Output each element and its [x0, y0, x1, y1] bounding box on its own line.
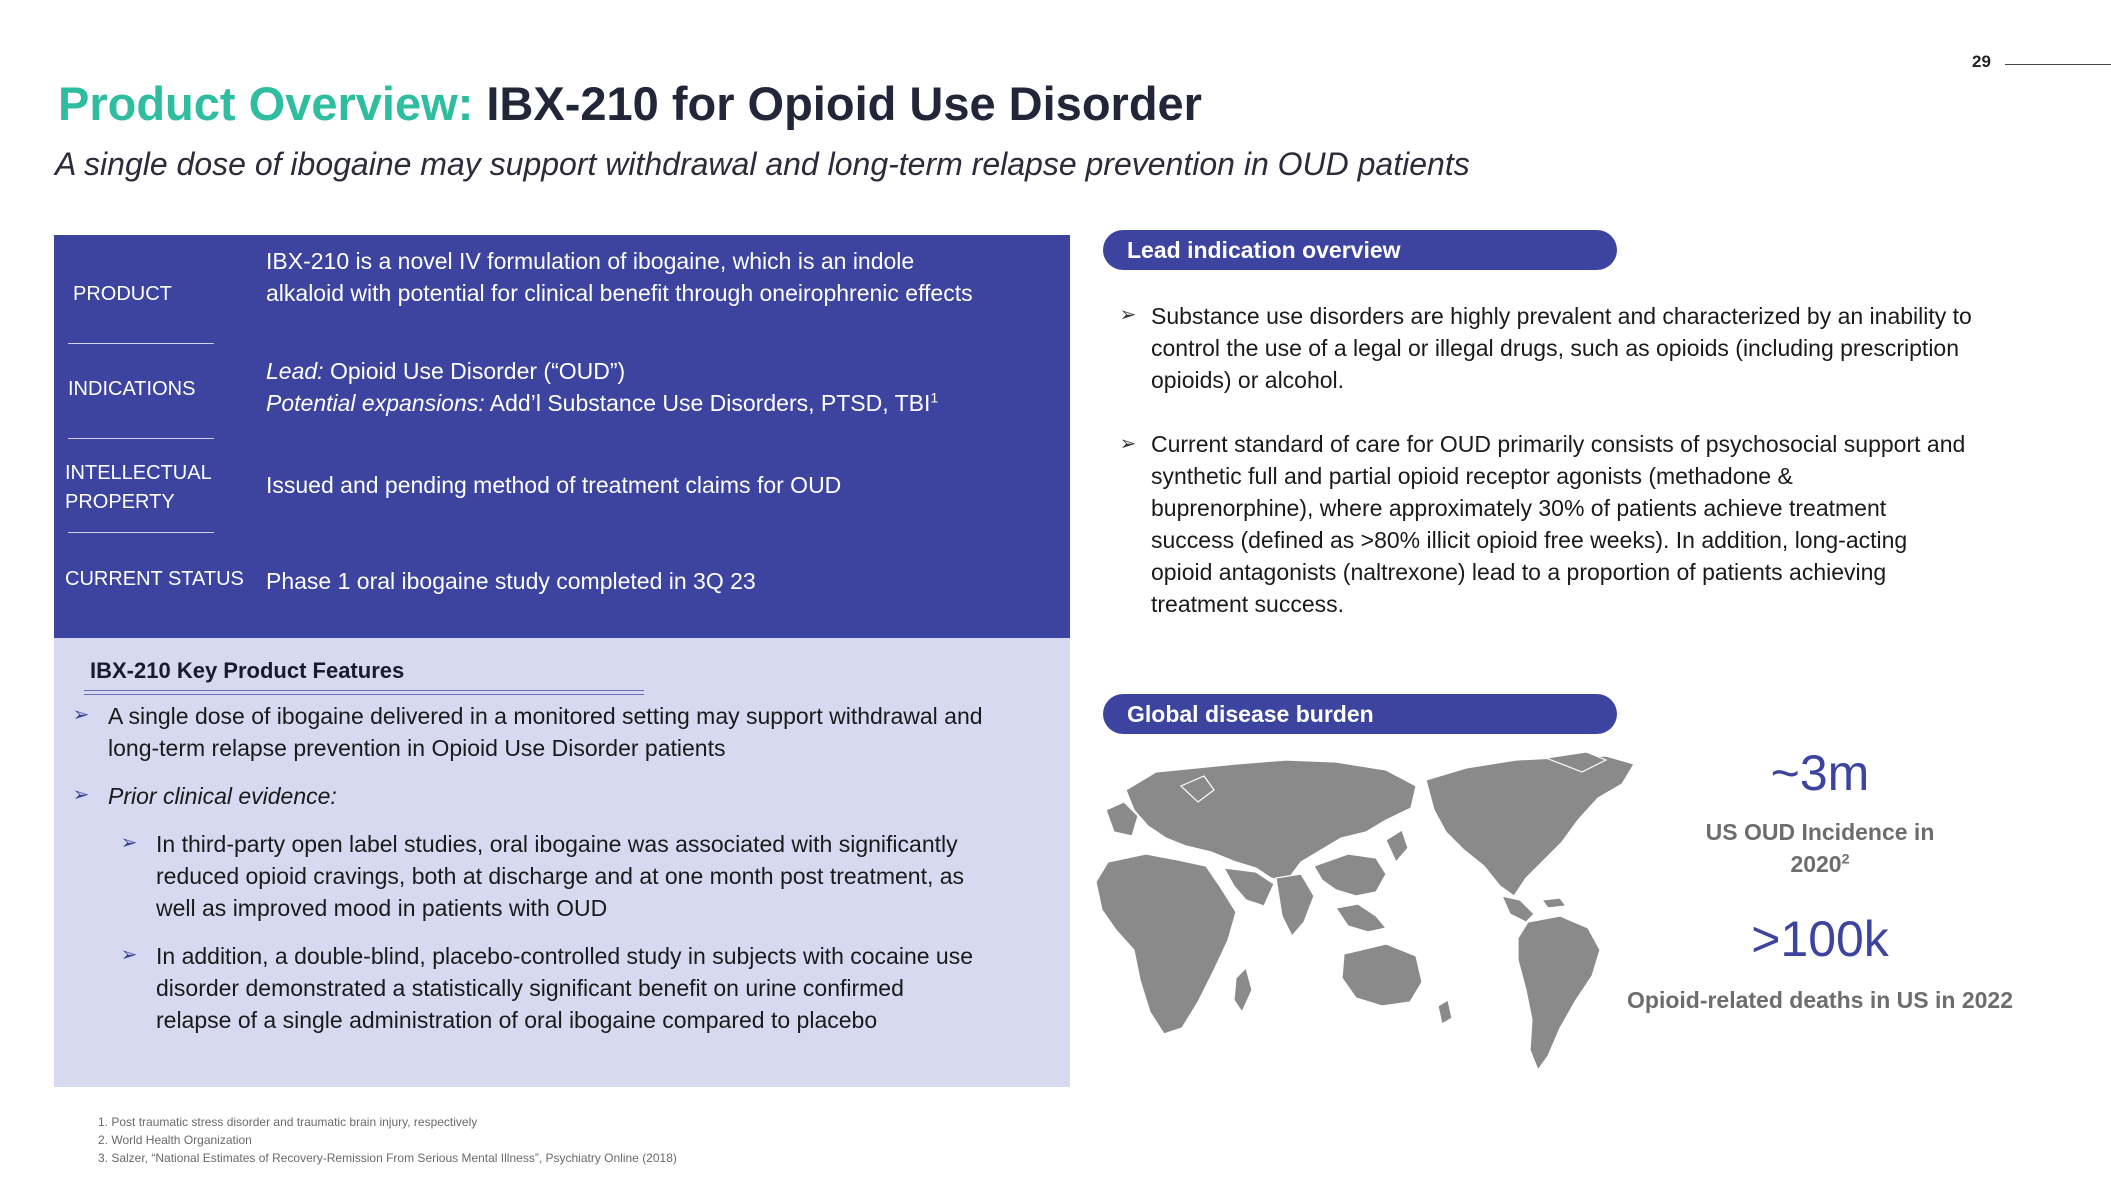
expansion-label: Potential expansions:: [266, 390, 485, 416]
page-number-rule: [2005, 64, 2111, 65]
lead-bullet-2-line-5: opioid antagonists (naltrexone) lead to a proportion of patients achieving: [1151, 559, 1887, 585]
page-title: [58, 76, 1202, 131]
sub-bullet-1-line-2: reduced opioid cravings, both at discharge and at one month post treatment, as: [156, 863, 965, 889]
product-line-1: IBX-210 is a novel IV formulation of ibogaine, which is an indole: [266, 248, 915, 274]
footnote-ref-1: 1: [930, 390, 939, 407]
sub-bullet-1-line-3: well as improved mood in patients with OUD: [156, 895, 608, 921]
key-features-title: IBX-210 Key Product Features: [90, 658, 405, 683]
sub-bullet-2-line-1: In addition, a double-blind, placebo-controlled study in subjects with cocaine use: [156, 943, 974, 969]
lead-bullet-1-line-2: control the use of a legal or illegal drugs, such as opioids (including prescription: [1151, 335, 1960, 361]
status-value: Phase 1 oral ibogaine study completed in 3Q 23: [266, 568, 756, 594]
disease-burden-pill: Global disease burden: [1103, 694, 1617, 734]
title-main: IBX-210 for Opioid Use Disorder: [486, 77, 1202, 130]
feature-bullet-2: Prior clinical evidence:: [108, 783, 337, 809]
footnote-ref-2: 2: [1841, 851, 1850, 868]
sub-bullet-2-line-2: disorder demonstrated a statistically significant benefit on urine confirmed: [156, 975, 904, 1001]
row-divider: [68, 343, 214, 344]
indications-expansion: [266, 387, 938, 419]
lead-bullet-1-line-3: opioids) or alcohol.: [1151, 367, 1345, 393]
lead-bullet-1: [1151, 300, 2031, 396]
title-accent: Product Overview:: [58, 77, 474, 130]
footnote-3: 3. Salzer, “National Estimates of Recovery-Remission From Serious Mental Illness”, Psychiatry Online (2018): [98, 1151, 677, 1165]
indications-lead: [266, 355, 938, 387]
lead-bullet-2-line-2: synthetic full and partial opioid receptor agonists (methadone &: [1151, 463, 1793, 489]
page-number: 29: [1972, 52, 1991, 71]
row-divider: [68, 438, 214, 439]
ip-value: Issued and pending method of treatment claims for OUD: [266, 472, 842, 498]
indications-label: INDICATIONS: [68, 378, 196, 400]
status-label: CURRENT STATUS: [65, 568, 244, 590]
sub-bullet-2-line-3: relapse of a single administration of oral ibogaine compared to placebo: [156, 1007, 878, 1033]
world-map-image: [1086, 750, 1656, 1080]
lead-bullet-2-line-4: success (defined as >80% illicit opioid free weeks). In addition, long-acting: [1151, 527, 1908, 553]
lead-value: Opioid Use Disorder (“OUD”): [329, 358, 626, 384]
stat-incidence-label: [1650, 816, 1990, 880]
feature-sub-bullet-1: [156, 828, 964, 924]
stat-incidence-label-line-1: US OUD Incidence in: [1705, 819, 1935, 845]
feature-sub-bullet-2: [156, 940, 973, 1036]
lead-indication-pill: Lead indication overview: [1103, 230, 1617, 270]
lead-bullet-2: [1151, 428, 2031, 620]
stat-deaths-value: >100k: [1751, 911, 1889, 967]
lead-bullet-2-line-1: Current standard of care for OUD primarily consists of psychosocial support and: [1151, 431, 1966, 457]
arrow-bullet-icon: ➢: [72, 784, 90, 806]
key-features-panel: [54, 638, 1070, 1087]
page-subtitle: A single dose of ibogaine may support withdrawal and long-term relapse prevention in OUD patients: [55, 146, 1470, 182]
footnote-2: 2. World Health Organization: [98, 1133, 252, 1147]
title-underline: [84, 694, 644, 695]
product-label: PRODUCT: [73, 283, 172, 305]
ip-label-line-2: PROPERTY: [65, 491, 175, 513]
stat-incidence-value: ~3m: [1770, 745, 1870, 801]
stat-incidence-label-line-2: [1650, 848, 1990, 880]
indications-value: [266, 355, 938, 419]
lead-bullet-2-line-3: buprenorphine), where approximately 30% of patients achieve treatment: [1151, 495, 1887, 521]
title-underline: [84, 690, 644, 691]
row-divider: [68, 532, 214, 533]
lead-label: Lead:: [266, 358, 324, 384]
product-description: [266, 245, 973, 309]
lead-bullet-2-line-6: treatment success.: [1151, 591, 1345, 617]
footnotes: [98, 1113, 677, 1167]
footnote-1: 1. Post traumatic stress disorder and traumatic brain injury, respectively: [98, 1115, 478, 1129]
arrow-bullet-icon: ➢: [120, 944, 138, 966]
ip-label-line-1: INTELLECTUAL: [65, 462, 212, 484]
arrow-bullet-icon: ➢: [72, 704, 90, 726]
stat-incidence-year: 2020: [1790, 851, 1842, 877]
product-line-2: alkaloid with potential for clinical benefit through oneirophrenic effects: [266, 280, 973, 306]
sub-bullet-1-line-1: In third-party open label studies, oral ibogaine was associated with significantly: [156, 831, 958, 857]
arrow-bullet-icon: ➢: [120, 832, 138, 854]
ip-label: [65, 459, 265, 517]
lead-bullet-1-line-1: Substance use disorders are highly prevalent and characterized by an inability to: [1151, 303, 1972, 329]
feature-bullet-1-line-1: A single dose of ibogaine delivered in a monitored setting may support withdrawal and: [108, 703, 983, 729]
product-table: [54, 235, 1070, 638]
stat-deaths-label: Opioid-related deaths in US in 2022: [1627, 987, 2013, 1013]
expansion-value: Add’l Substance Use Disorders, PTSD, TBI: [489, 390, 931, 416]
arrow-bullet-icon: ➢: [1119, 433, 1137, 455]
arrow-bullet-icon: ➢: [1119, 304, 1137, 326]
feature-bullet-1: [108, 700, 983, 764]
feature-bullet-1-line-2: long-term relapse prevention in Opioid Use Disorder patients: [108, 735, 726, 761]
